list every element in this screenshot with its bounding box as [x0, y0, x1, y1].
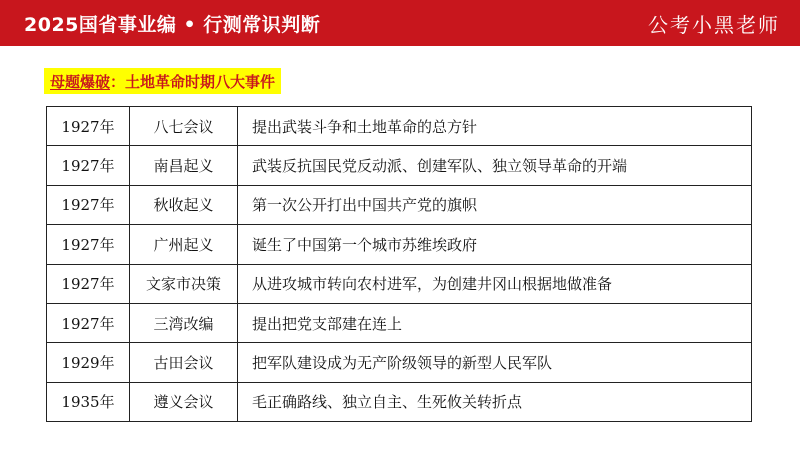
significance-cell: 第一次公开打出中国共产党的旗帜	[238, 185, 752, 224]
year-cell: 1929年	[47, 343, 130, 382]
table-row	[47, 264, 752, 303]
event-cell: 八七会议	[130, 107, 238, 146]
table-row	[47, 146, 752, 185]
year-cell: 1935年	[47, 382, 130, 421]
event-cell: 文家市决策	[130, 264, 238, 303]
table-row	[47, 185, 752, 224]
significance-cell: 提出把党支部建在连上	[238, 303, 752, 342]
event-cell: 南昌起义	[130, 146, 238, 185]
significance-cell: 毛正确路线、独立自主、生死攸关转折点	[238, 382, 752, 421]
section-heading-text: ：土地革命时期八大事件	[110, 72, 276, 91]
event-cell: 广州起义	[130, 225, 238, 264]
year-cell: 1927年	[47, 107, 130, 146]
events-table	[46, 106, 752, 422]
year-cell: 1927年	[47, 303, 130, 342]
table-row	[47, 382, 752, 421]
significance-cell: 诞生了中国第一个城市苏维埃政府	[238, 225, 752, 264]
significance-cell: 提出武装斗争和土地革命的总方针	[238, 107, 752, 146]
significance-cell: 武装反抗国民党反动派、创建军队、独立领导革命的开端	[238, 146, 752, 185]
table-row	[47, 225, 752, 264]
event-cell: 遵义会议	[130, 382, 238, 421]
year-cell: 1927年	[47, 185, 130, 224]
event-cell: 秋收起义	[130, 185, 238, 224]
section-heading-prefix: 母题爆破	[50, 72, 111, 91]
section-heading	[44, 68, 281, 94]
header-title: 2025国省事业编 • 行测常识判断	[24, 13, 321, 36]
header-bar	[0, 0, 800, 46]
table-row	[47, 343, 752, 382]
year-cell: 1927年	[47, 225, 130, 264]
significance-cell: 从进攻城市转向农村进军，为创建井冈山根据地做准备	[238, 264, 752, 303]
event-cell: 古田会议	[130, 343, 238, 382]
significance-cell: 把军队建设成为无产阶级领导的新型人民军队	[238, 343, 752, 382]
year-cell: 1927年	[47, 264, 130, 303]
event-cell: 三湾改编	[130, 303, 238, 342]
year-cell: 1927年	[47, 146, 130, 185]
table-row	[47, 107, 752, 146]
brand-name: 公考小黑老师	[648, 12, 780, 37]
table-row	[47, 303, 752, 342]
